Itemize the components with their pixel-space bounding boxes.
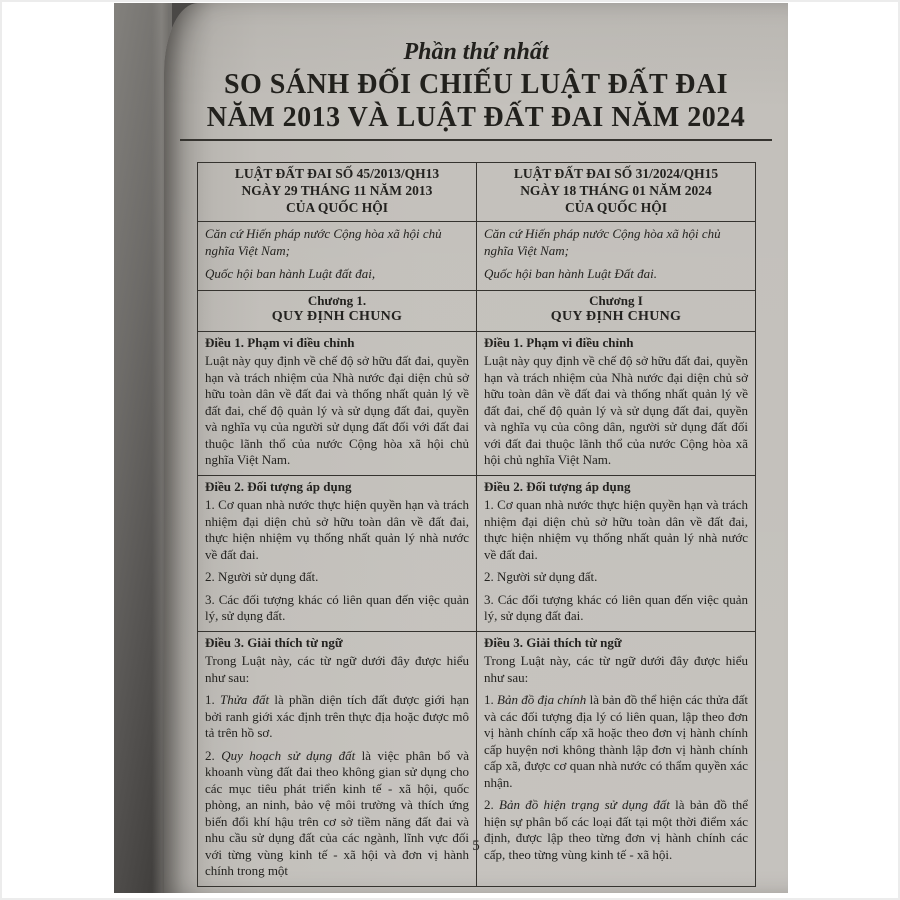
page-title-line1: SO SÁNH ĐỐI CHIẾU LUẬT ĐẤT ĐAI [223, 69, 729, 100]
book-page-photo [114, 3, 788, 893]
table-row-preamble [198, 222, 756, 291]
law-2013-title-line2: NGÀY 29 THÁNG 11 NĂM 2013 [241, 183, 433, 198]
paper-page [164, 3, 788, 893]
preamble-2024-p1: Căn cứ Hiến pháp nước Cộng hòa xã hội chủ nghĩa Việt Nam; [484, 226, 721, 258]
page-title [197, 68, 755, 134]
def2-term: Bản đồ hiện trạng sử dụng đất [499, 797, 670, 812]
preamble-2013-p1: Căn cứ Hiến pháp nước Cộng hòa xã hội chủ nghĩa Việt Nam; [205, 226, 442, 258]
def1-text: là bản đồ thể hiện các thửa đất và các đối tượng địa lý có liên quan, lập theo đơn vị hành chính cấp xã hoặc theo đơn vị hành chính cấp huyện nơi không thành lập đơn vị hành chính cấp xã, được cơ quan nhà nước có thẩm quyền xác nhận. [484, 692, 749, 790]
chapter-2024-number: Chương I [589, 292, 643, 308]
table-row-header [198, 163, 756, 222]
article2-2013-p3: 3. Các đối tượng khác có liên quan đến việc quản lý, sử dụng đất. [205, 591, 469, 623]
article3-2013-heading: Điều 3. Giải thích từ ngữ [205, 634, 343, 650]
article1-2013-body: Luật này quy định về chế độ sở hữu đất đai, quyền hạn và trách nhiệm của Nhà nước đại diện chủ sở hữu toàn dân về đất đai và thống nhất quản lý về đất đai, chế độ quản lý và sử dụng đất đai, quyền và nghĩa vụ của người sử dụng đất đối với đất đai thuộc lãnh thổ của nước Cộng hòa xã hội chủ nghĩa Việt Nam. [205, 353, 469, 467]
def1-number: 1. [484, 692, 494, 707]
law-2024-title-line2: NGÀY 18 THÁNG 01 NĂM 2024 [520, 183, 712, 198]
page-number: 5 [472, 838, 480, 854]
article1-2024-body: Luật này quy định về chế độ sở hữu đất đai, quyền hạn và trách nhiệm của Nhà nước đại diện chủ sở hữu toàn dân về đất đai và thống nhất quản lý về đất đai, chế độ quản lý và sử dụng đất đai, quyền và nghĩa vụ của công dân, người sử dụng đất đối với đất đai thuộc lãnh thổ của nước Cộng hòa xã hội chủ nghĩa Việt Nam. [484, 353, 748, 467]
def2-text: là bản đồ thể hiện sự phân bố các loại đất tại một thời điểm xác định, được lập theo từng đơn vị hành chính các cấp, theo từng vùng kinh tế - xã hội. [484, 797, 749, 862]
preamble-2013-p2: Quốc hội ban hành Luật đất đai, [205, 266, 376, 281]
def2-term: Quy hoạch sử dụng đất [221, 747, 356, 763]
article1-cell-2013 [198, 331, 477, 475]
page-content [197, 3, 755, 893]
chapter-cell-2013 [198, 290, 477, 331]
table-row-chapter [198, 290, 756, 331]
header-cell-law-2024 [477, 163, 756, 222]
part-label: Phần thứ nhất [403, 39, 549, 65]
preamble-2024-p2: Quốc hội ban hành Luật Đất đai. [484, 266, 657, 281]
chapter-2024-name: QUY ĐỊNH CHUNG [550, 309, 682, 324]
article3-2024-def1 [484, 692, 748, 791]
title-underline [180, 139, 772, 141]
article1-cell-2024 [477, 331, 756, 475]
article2-2024-p3: 3. Các đối tượng khác có liên quan đến việc quản lý, sử dụng đất đai. [484, 591, 748, 623]
def2-text: là việc phân bổ và khoanh vùng đất đai theo không gian sử dụng cho các mục tiêu phát triển kinh tế - xã hội, quốc phòng, an ninh, bảo vệ môi trường và thích ứng biến đổi khí hậu trên cơ sở tiềm năng đất đai và nhu cầu sử dụng đất của các ngành, lĩnh vực đối với từng vùng kinh tế - xã hội và đơn vị hành chính trong một [205, 747, 470, 878]
table-row-article2 [198, 475, 756, 631]
header-cell-law-2013 [198, 163, 477, 222]
chapter-cell-2024 [477, 290, 756, 331]
article2-cell-2024 [477, 475, 756, 631]
chapter-2013-number: Chương 1. [307, 292, 367, 308]
table-row-article1 [198, 331, 756, 475]
article2-2013-p1: 1. Cơ quan nhà nước thực hiện quyền hạn và trách nhiệm đại diện chủ sở hữu toàn dân về đất đai, thực hiện nhiệm vụ thống nhất quản lý nhà nước về đất đai. [205, 497, 469, 562]
law-2013-title-line1: LUẬT ĐẤT ĐAI SỐ 45/2013/QH13 [234, 166, 440, 181]
article3-2024-heading: Điều 3. Giải thích từ ngữ [484, 634, 622, 650]
article3-2013-def2 [205, 748, 469, 880]
def2-number: 2. [484, 797, 494, 812]
law-2024-title-line3: CỦA QUỐC HỘI [564, 200, 667, 215]
page-title-line2: NĂM 2013 VÀ LUẬT ĐẤT ĐAI NĂM 2024 [206, 102, 746, 133]
def1-term: Bản đồ địa chính [497, 692, 587, 707]
def1-number: 1. [205, 692, 215, 707]
article2-2024-p2: 2. Người sử dụng đất. [484, 569, 598, 584]
def1-term: Thửa đất [219, 692, 270, 707]
law-comparison-table [197, 162, 756, 887]
article2-2024-p1: 1. Cơ quan nhà nước thực hiện quyền hạn và trách nhiệm đại diện chủ sở hữu toàn dân về đất đai, thực hiện nhiệm vụ thống nhất quản lý nhà nước về đất đai. [484, 497, 748, 562]
preamble-cell-2024 [477, 222, 756, 291]
article1-2013-heading: Điều 1. Phạm vi điều chỉnh [205, 334, 355, 350]
article2-2013-p2: 2. Người sử dụng đất. [205, 569, 319, 584]
article3-2013-def1 [205, 692, 469, 742]
article1-2024-heading: Điều 1. Phạm vi điều chỉnh [484, 334, 634, 350]
article3-2024-intro: Trong Luật này, các từ ngữ dưới đây được hiểu như sau: [484, 653, 748, 685]
article3-2013-intro: Trong Luật này, các từ ngữ dưới đây được hiểu như sau: [205, 653, 469, 685]
def1-text: là phần diện tích đất được giới hạn bởi ranh giới xác định trên thực địa hoặc được mô tả trên hồ sơ. [205, 692, 469, 740]
article2-2024-heading: Điều 2. Đối tượng áp dụng [484, 478, 631, 494]
def2-number: 2. [205, 747, 215, 763]
article2-2013-heading: Điều 2. Đối tượng áp dụng [205, 478, 352, 494]
chapter-2013-name: QUY ĐỊNH CHUNG [271, 309, 403, 324]
law-2024-title-line1: LUẬT ĐẤT ĐAI SỐ 31/2024/QH15 [513, 166, 719, 181]
law-2013-title-line3: CỦA QUỐC HỘI [285, 200, 388, 215]
article2-cell-2013 [198, 475, 477, 631]
preamble-cell-2013 [198, 222, 477, 291]
